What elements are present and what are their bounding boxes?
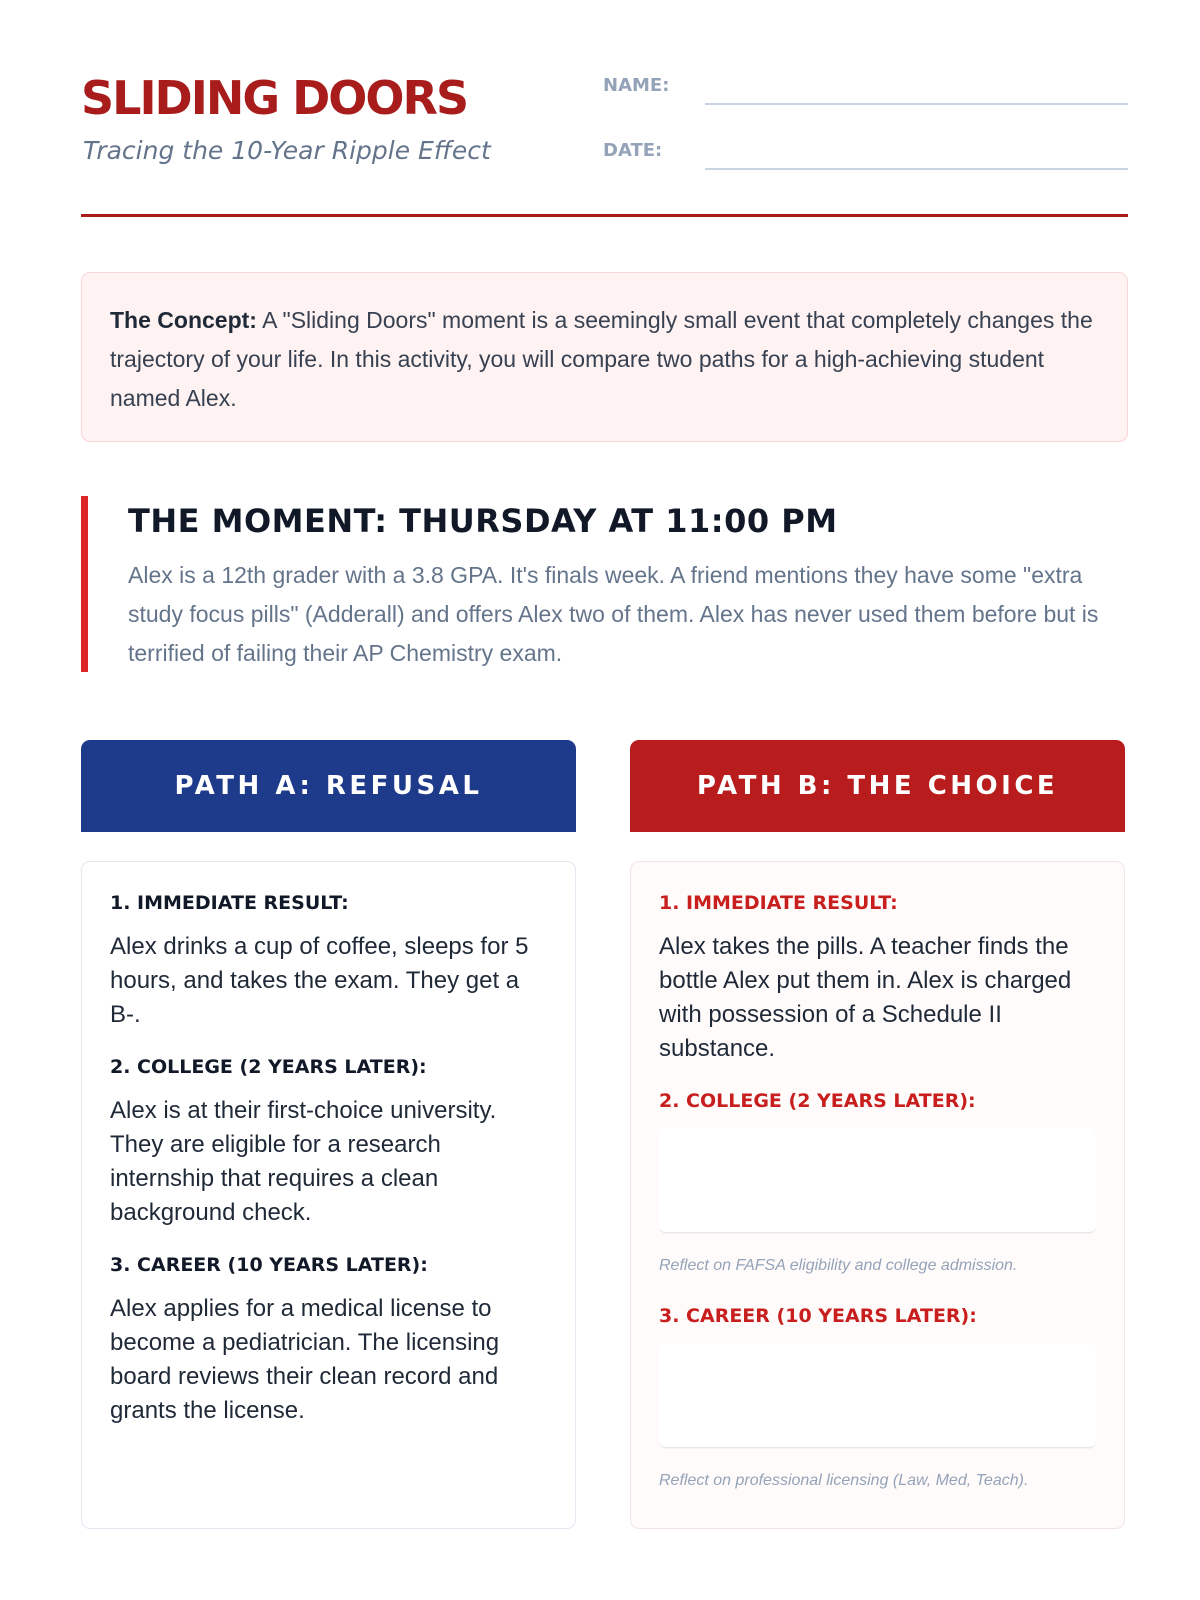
name-label: NAME:: [603, 75, 670, 96]
path-a-header: PATH A: REFUSAL: [81, 740, 576, 832]
path-b-header: PATH B: THE CHOICE: [630, 740, 1125, 832]
date-field[interactable]: [705, 168, 1128, 170]
path-a-step-3-label: 3. CAREER (10 YEARS LATER):: [110, 1254, 428, 1276]
path-a-step-1-text: Alex drinks a cup of coffee, sleeps for 5 hours, and takes the exam. They get a B-.: [110, 933, 529, 1028]
date-label: DATE:: [603, 140, 663, 161]
path-a-step-2-label: 2. COLLEGE (2 YEARS LATER):: [110, 1056, 427, 1078]
path-b-step-3-label: 3. CAREER (10 YEARS LATER):: [659, 1305, 977, 1327]
path-a-step-2-text: Alex is at their first-choice university. They are eligible for a research internship that requires a clean background check.: [110, 1097, 497, 1226]
path-b-college-hint: Reflect on FAFSA eligibility and college admission.: [659, 1257, 1018, 1274]
moment-title: THE MOMENT: THURSDAY AT 11:00 PM: [128, 502, 838, 540]
path-b-step-2-label: 2. COLLEGE (2 YEARS LATER):: [659, 1090, 976, 1112]
path-a-card: [81, 861, 576, 1529]
worksheet-page: [81, 0, 1128, 1600]
name-field[interactable]: [705, 103, 1128, 105]
page-subtitle: Tracing the 10-Year Ripple Effect: [83, 136, 491, 165]
concept-box: [81, 272, 1128, 442]
moment-block: [81, 496, 1128, 672]
concept-paragraph: [110, 301, 1099, 418]
path-b-step-1-label: 1. IMMEDIATE RESULT:: [659, 892, 898, 914]
header-divider: [81, 214, 1128, 217]
moment-text: Alex is a 12th grader with a 3.8 GPA. It's finals week. A friend mentions they have some "extra study focus pills" (Adderall) and offers Alex two of them. Alex has never used them before but is terrified of failing their AP Chemistry exam.: [128, 562, 1099, 666]
worksheet-header: [81, 62, 1128, 218]
path-a-step-3-text: Alex applies for a medical license to become a pediatrician. The licensing board reviews their clean record and grants the license.: [110, 1295, 500, 1424]
path-b-card: [630, 861, 1125, 1529]
path-b-college-answer-box[interactable]: [659, 1128, 1096, 1233]
concept-text: A "Sliding Doors" moment is a seemingly small event that completely changes the trajectory of your life. In this activity, you will compare two paths for a high-achieving student named Alex.: [110, 307, 1093, 411]
concept-lead: The Concept:: [110, 307, 257, 333]
page-title: SLIDING DOORS: [81, 71, 468, 125]
path-b-step-1-text: Alex takes the pills. A teacher finds the bottle Alex put them in. Alex is charged with possession of a Schedule II substance.: [659, 933, 1072, 1062]
path-a-step-1-label: 1. IMMEDIATE RESULT:: [110, 892, 349, 914]
path-b-career-hint: Reflect on professional licensing (Law, Med, Teach).: [659, 1472, 1029, 1489]
path-b-career-answer-box[interactable]: [659, 1343, 1096, 1448]
